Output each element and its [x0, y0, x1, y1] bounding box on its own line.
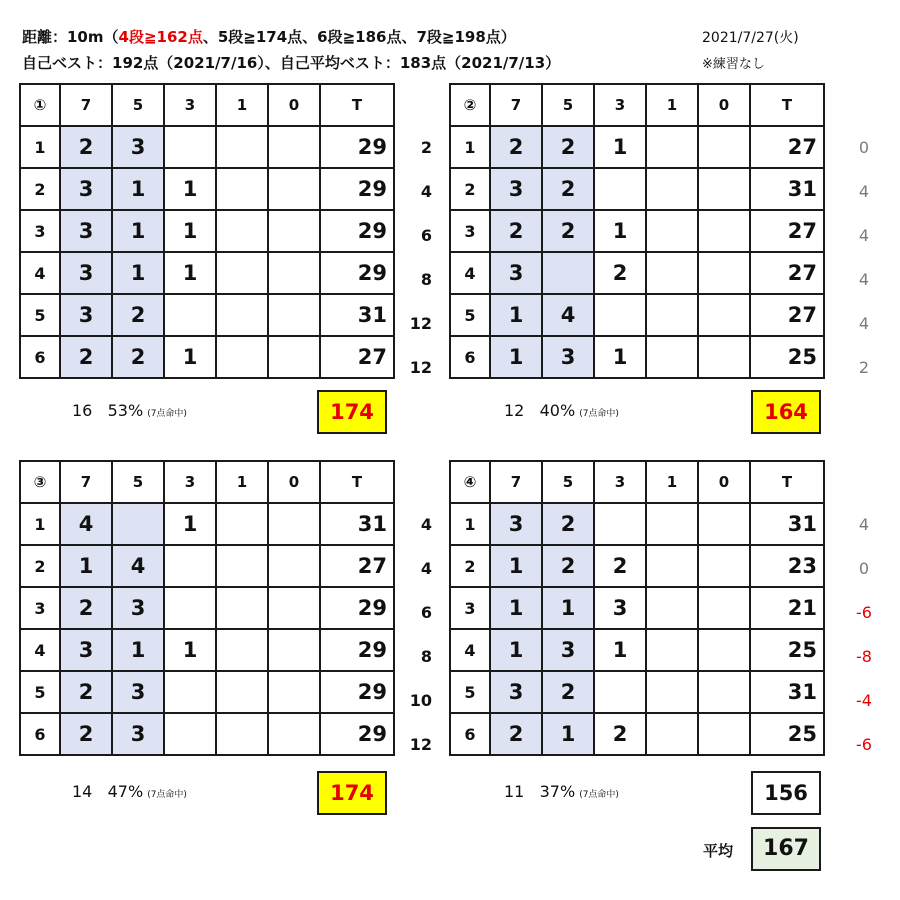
end-total: 27 [750, 252, 824, 294]
count-cell-c7: 2 [60, 587, 112, 629]
table-row [450, 503, 824, 545]
score-diff: 0 [858, 138, 870, 157]
end-total: 31 [750, 503, 824, 545]
end-number: 4 [20, 252, 60, 294]
count-cell-c5: 3 [112, 126, 164, 168]
count-cell-c1 [646, 587, 698, 629]
count-cell-c5: 3 [112, 671, 164, 713]
end-total: 27 [750, 126, 824, 168]
count-cell-c7: 2 [60, 336, 112, 378]
hit-count: 12 [504, 401, 525, 420]
count-cell-c5: 2 [112, 294, 164, 336]
round-3-table [19, 460, 395, 756]
end-total: 29 [320, 629, 394, 671]
hit-note: (7点命中) [579, 409, 619, 419]
distance-prefix: 距離：10m（ [22, 28, 119, 46]
count-cell-c3 [594, 168, 646, 210]
count-cell-c5: 2 [542, 168, 594, 210]
count-cell-c0 [698, 252, 750, 294]
count-cell-c1 [646, 545, 698, 587]
count-cell-c0 [698, 336, 750, 378]
table-row [450, 168, 824, 210]
table-row [20, 336, 394, 378]
round-4-total: 156 [751, 771, 821, 815]
count-cell-c7: 3 [60, 168, 112, 210]
table-row [20, 713, 394, 755]
count-cell-c0 [268, 629, 320, 671]
table-row [20, 210, 394, 252]
count-cell-c3 [164, 545, 216, 587]
end-number: 1 [20, 126, 60, 168]
end-total: 27 [320, 545, 394, 587]
hit-count: 16 [72, 401, 93, 420]
count-cell-c1 [646, 713, 698, 755]
count-cell-c7: 2 [490, 126, 542, 168]
count-cell-c1 [646, 252, 698, 294]
end-number: 5 [20, 671, 60, 713]
score-diff: 4 [858, 515, 870, 534]
count-cell-c1 [216, 545, 268, 587]
end-number: 4 [450, 252, 490, 294]
count-cell-c0 [698, 503, 750, 545]
score-diff: -8 [856, 647, 872, 666]
count-cell-c3: 1 [594, 210, 646, 252]
count-cell-c5: 3 [542, 629, 594, 671]
column-header: 0 [698, 461, 750, 503]
count-cell-c7: 3 [60, 210, 112, 252]
end-number: 6 [20, 336, 60, 378]
hit-percent: 40% [539, 401, 576, 420]
count-cell-c7: 1 [490, 545, 542, 587]
count-cell-c5: 1 [542, 713, 594, 755]
end-number: 1 [20, 503, 60, 545]
table-row [20, 629, 394, 671]
cumulative-count: 10 [409, 691, 432, 710]
count-cell-c7: 2 [490, 713, 542, 755]
end-number: 3 [450, 210, 490, 252]
score-diff: 4 [858, 226, 870, 245]
count-cell-c1 [646, 294, 698, 336]
score-diff: 4 [858, 182, 870, 201]
table-row [450, 629, 824, 671]
count-cell-c3 [164, 671, 216, 713]
count-cell-c0 [268, 168, 320, 210]
end-total: 25 [750, 713, 824, 755]
cumulative-count: 12 [409, 358, 432, 377]
hit-note: (7点命中) [579, 790, 619, 800]
end-number: 3 [450, 587, 490, 629]
table-row [20, 126, 394, 168]
count-cell-c7: 1 [60, 545, 112, 587]
table-row [450, 294, 824, 336]
column-header: 1 [646, 84, 698, 126]
table-row [450, 545, 824, 587]
end-number: 1 [450, 503, 490, 545]
table-row [20, 252, 394, 294]
count-cell-c5: 2 [112, 336, 164, 378]
end-total: 29 [320, 168, 394, 210]
column-header: 1 [216, 84, 268, 126]
average-value: 167 [751, 827, 821, 871]
count-cell-c3: 1 [164, 629, 216, 671]
cumulative-count: 8 [420, 270, 432, 289]
count-cell-c7: 1 [490, 587, 542, 629]
end-total: 25 [750, 629, 824, 671]
score-diff: 4 [858, 314, 870, 333]
count-cell-c1 [216, 252, 268, 294]
count-cell-c5: 3 [112, 713, 164, 755]
end-total: 27 [750, 210, 824, 252]
header-row [20, 84, 394, 126]
count-cell-c5 [542, 252, 594, 294]
end-total: 31 [320, 503, 394, 545]
end-number: 6 [450, 713, 490, 755]
count-cell-c1 [216, 336, 268, 378]
end-total: 25 [750, 336, 824, 378]
header-row [20, 461, 394, 503]
table-row [450, 713, 824, 755]
count-cell-c0 [698, 294, 750, 336]
score-diff: 2 [858, 358, 870, 377]
count-cell-c1 [646, 126, 698, 168]
count-cell-c1 [216, 587, 268, 629]
end-total: 29 [320, 587, 394, 629]
column-header: 0 [698, 84, 750, 126]
column-header: T [750, 461, 824, 503]
table-row [20, 671, 394, 713]
table-row [450, 126, 824, 168]
end-total: 27 [750, 294, 824, 336]
count-cell-c3: 2 [594, 713, 646, 755]
column-header: 5 [542, 84, 594, 126]
column-header: 7 [490, 461, 542, 503]
table-row [20, 503, 394, 545]
count-cell-c7: 3 [490, 168, 542, 210]
round-1-total: 174 [317, 390, 387, 434]
end-number: 3 [20, 587, 60, 629]
average-label: 平均 [703, 842, 734, 860]
count-cell-c3: 2 [594, 252, 646, 294]
end-number: 4 [450, 629, 490, 671]
end-number: 5 [20, 294, 60, 336]
count-cell-c7: 3 [60, 294, 112, 336]
table-row [450, 587, 824, 629]
count-cell-c0 [698, 587, 750, 629]
count-cell-c3 [164, 587, 216, 629]
count-cell-c3: 1 [594, 629, 646, 671]
column-header: 1 [646, 461, 698, 503]
end-number: 3 [20, 210, 60, 252]
count-cell-c5: 4 [542, 294, 594, 336]
end-number: 2 [20, 168, 60, 210]
table-row [450, 671, 824, 713]
count-cell-c3: 1 [594, 126, 646, 168]
end-total: 29 [320, 671, 394, 713]
column-header: 0 [268, 84, 320, 126]
end-total: 29 [320, 713, 394, 755]
cumulative-count: 8 [420, 647, 432, 666]
count-cell-c7: 3 [490, 503, 542, 545]
count-cell-c3: 3 [594, 587, 646, 629]
column-header: T [320, 84, 394, 126]
table-row [20, 294, 394, 336]
count-cell-c1 [216, 168, 268, 210]
count-cell-c0 [268, 671, 320, 713]
round-mark: ③ [20, 461, 60, 503]
table-row [450, 336, 824, 378]
cumulative-count: 12 [409, 314, 432, 333]
cumulative-count: 12 [409, 735, 432, 754]
end-number: 2 [20, 545, 60, 587]
round-3-stats [72, 782, 187, 801]
column-header: 3 [594, 84, 646, 126]
count-cell-c1 [646, 503, 698, 545]
end-total: 31 [320, 294, 394, 336]
end-total: 29 [320, 126, 394, 168]
count-cell-c7: 3 [60, 252, 112, 294]
round-mark: ① [20, 84, 60, 126]
date-label: 2021/7/27(火) [702, 30, 799, 46]
end-total: 29 [320, 210, 394, 252]
rank4-threshold: 4段≧162点 [118, 28, 203, 46]
count-cell-c3 [594, 671, 646, 713]
count-cell-c7: 2 [60, 671, 112, 713]
header-row [450, 84, 824, 126]
count-cell-c3 [594, 294, 646, 336]
count-cell-c3: 1 [164, 210, 216, 252]
round-4-stats [504, 782, 619, 801]
count-cell-c5: 1 [542, 587, 594, 629]
count-cell-c7: 2 [490, 210, 542, 252]
score-diff: -4 [856, 691, 872, 710]
personal-best-line: 自己ベスト：192点（2021/7/16）、自己平均ベスト：183点（2021/7/13） [22, 54, 561, 72]
count-cell-c0 [698, 629, 750, 671]
round-2-stats [504, 401, 619, 420]
count-cell-c5: 2 [542, 210, 594, 252]
count-cell-c3: 2 [594, 545, 646, 587]
round-3-total: 174 [317, 771, 387, 815]
count-cell-c3 [164, 294, 216, 336]
column-header: 7 [490, 84, 542, 126]
distance-line [22, 26, 516, 47]
count-cell-c1 [646, 168, 698, 210]
round-4-table [449, 460, 825, 756]
count-cell-c5: 1 [112, 252, 164, 294]
count-cell-c0 [268, 713, 320, 755]
count-cell-c5: 2 [542, 126, 594, 168]
count-cell-c7: 1 [490, 629, 542, 671]
score-diff: 0 [858, 559, 870, 578]
header-row [450, 461, 824, 503]
count-cell-c0 [698, 671, 750, 713]
count-cell-c3: 1 [164, 168, 216, 210]
end-number: 6 [450, 336, 490, 378]
count-cell-c5 [112, 503, 164, 545]
column-header: 7 [60, 461, 112, 503]
count-cell-c5: 3 [112, 587, 164, 629]
round-1-table [19, 83, 395, 379]
cumulative-count: 6 [420, 603, 432, 622]
hit-percent: 37% [539, 782, 576, 801]
column-header: T [750, 84, 824, 126]
cumulative-count: 4 [420, 515, 432, 534]
hit-count: 14 [72, 782, 93, 801]
column-header: 7 [60, 84, 112, 126]
count-cell-c0 [698, 126, 750, 168]
count-cell-c3 [164, 126, 216, 168]
end-number: 5 [450, 671, 490, 713]
count-cell-c5: 1 [112, 210, 164, 252]
count-cell-c5: 2 [542, 503, 594, 545]
round-1-stats [72, 401, 187, 420]
count-cell-c3: 1 [164, 252, 216, 294]
count-cell-c0 [698, 168, 750, 210]
table-row [20, 168, 394, 210]
count-cell-c3 [164, 713, 216, 755]
count-cell-c7: 3 [490, 671, 542, 713]
count-cell-c0 [268, 545, 320, 587]
cumulative-count: 6 [420, 226, 432, 245]
hit-percent: 53% [107, 401, 144, 420]
count-cell-c5: 3 [542, 336, 594, 378]
end-number: 2 [450, 545, 490, 587]
column-header: T [320, 461, 394, 503]
end-number: 2 [450, 168, 490, 210]
end-total: 31 [750, 168, 824, 210]
table-row [20, 545, 394, 587]
cumulative-count: 4 [420, 559, 432, 578]
table-row [450, 210, 824, 252]
count-cell-c1 [216, 671, 268, 713]
score-diff: 4 [858, 270, 870, 289]
hit-note: (7点命中) [147, 409, 187, 419]
round-2-table [449, 83, 825, 379]
score-diff: -6 [856, 735, 872, 754]
cumulative-count: 4 [420, 182, 432, 201]
count-cell-c1 [216, 713, 268, 755]
count-cell-c7: 4 [60, 503, 112, 545]
column-header: 5 [112, 461, 164, 503]
count-cell-c3: 1 [164, 336, 216, 378]
end-total: 23 [750, 545, 824, 587]
rank-thresholds: 、5段≧174点、6段≧186点、7段≧198点） [202, 28, 516, 46]
count-cell-c1 [216, 629, 268, 671]
count-cell-c7: 2 [60, 713, 112, 755]
end-number: 1 [450, 126, 490, 168]
count-cell-c1 [646, 336, 698, 378]
round-mark: ② [450, 84, 490, 126]
count-cell-c0 [698, 545, 750, 587]
count-cell-c0 [268, 126, 320, 168]
column-header: 3 [594, 461, 646, 503]
count-cell-c7: 2 [60, 126, 112, 168]
count-cell-c5: 2 [542, 545, 594, 587]
end-total: 29 [320, 252, 394, 294]
count-cell-c0 [698, 713, 750, 755]
count-cell-c3 [594, 503, 646, 545]
count-cell-c5: 2 [542, 671, 594, 713]
round-mark: ④ [450, 461, 490, 503]
count-cell-c5: 4 [112, 545, 164, 587]
count-cell-c7: 3 [490, 252, 542, 294]
count-cell-c1 [216, 126, 268, 168]
count-cell-c7: 3 [60, 629, 112, 671]
hit-count: 11 [504, 782, 525, 801]
practice-note: ※練習なし [702, 57, 765, 72]
count-cell-c0 [268, 503, 320, 545]
column-header: 5 [112, 84, 164, 126]
count-cell-c3: 1 [164, 503, 216, 545]
count-cell-c1 [216, 294, 268, 336]
round-2-total: 164 [751, 390, 821, 434]
count-cell-c1 [216, 210, 268, 252]
column-header: 3 [164, 84, 216, 126]
count-cell-c1 [216, 503, 268, 545]
end-total: 27 [320, 336, 394, 378]
score-diff: -6 [856, 603, 872, 622]
column-header: 1 [216, 461, 268, 503]
count-cell-c0 [268, 210, 320, 252]
end-number: 5 [450, 294, 490, 336]
count-cell-c1 [646, 210, 698, 252]
table-row [450, 252, 824, 294]
end-number: 6 [20, 713, 60, 755]
hit-percent: 47% [107, 782, 144, 801]
count-cell-c0 [698, 210, 750, 252]
count-cell-c7: 1 [490, 294, 542, 336]
count-cell-c0 [268, 587, 320, 629]
end-total: 31 [750, 671, 824, 713]
count-cell-c1 [646, 671, 698, 713]
end-total: 21 [750, 587, 824, 629]
column-header: 0 [268, 461, 320, 503]
count-cell-c0 [268, 252, 320, 294]
end-number: 4 [20, 629, 60, 671]
count-cell-c3: 1 [594, 336, 646, 378]
column-header: 3 [164, 461, 216, 503]
table-row [20, 587, 394, 629]
count-cell-c0 [268, 336, 320, 378]
cumulative-count: 2 [420, 138, 432, 157]
count-cell-c5: 1 [112, 629, 164, 671]
column-header: 5 [542, 461, 594, 503]
count-cell-c0 [268, 294, 320, 336]
count-cell-c7: 1 [490, 336, 542, 378]
count-cell-c1 [646, 629, 698, 671]
count-cell-c5: 1 [112, 168, 164, 210]
hit-note: (7点命中) [147, 790, 187, 800]
